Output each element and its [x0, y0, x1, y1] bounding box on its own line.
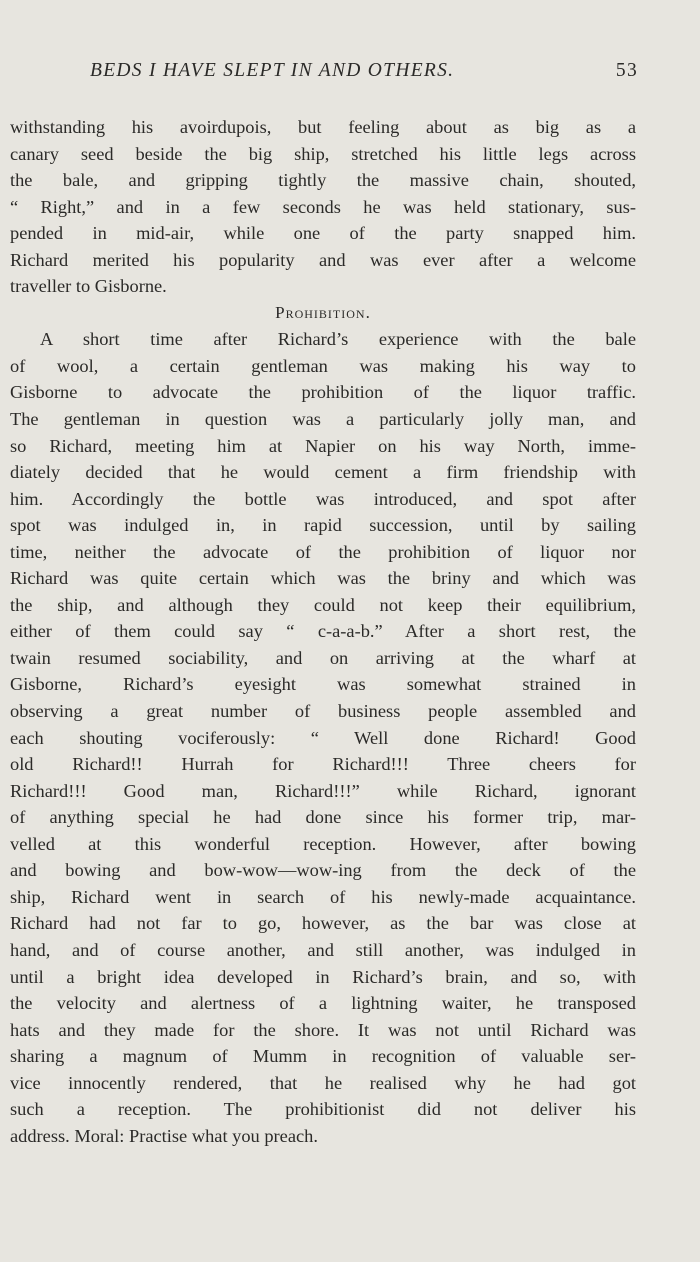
text-line: ship, Richard went in search of his newly-made acquaintance.	[10, 886, 636, 907]
text-line: hats and they made for the shore. It was not until Richard was	[10, 1019, 636, 1040]
text-line: Gisborne to advocate the prohibition of the liquor traffic.	[10, 382, 636, 403]
text-line: Richard merited his popularity and was ever after a welcome	[10, 249, 636, 270]
text-line: spot was indulged in, in rapid succession, until by sailing	[10, 515, 636, 536]
text-line: so Richard, meeting him at Napier on his way North, imme-	[10, 435, 636, 456]
text-line: hand, and of course another, and still another, was indulged in	[10, 939, 636, 960]
text-line: time, neither the advocate of the prohibition of liquor nor	[10, 541, 636, 562]
text-line: Richard!!! Good man, Richard!!!” while Richard, ignorant	[10, 780, 636, 801]
text-line: the ship, and although they could not keep their equilibrium,	[10, 594, 636, 615]
text-line: either of them could say “ c-a-a-b.” After a short rest, the	[10, 621, 636, 642]
text-line: vice innocently rendered, that he realised why he had got	[10, 1072, 636, 1093]
text-line: twain resumed sociability, and on arriving at the wharf at	[10, 647, 636, 668]
text-line: and bowing and bow-wow—wow-ing from the deck of the	[10, 860, 636, 881]
page-number: 53	[615, 60, 638, 81]
section-heading: Prohibition.	[275, 302, 371, 322]
body-text	[10, 114, 636, 1149]
text-line: the velocity and alertness of a lightning waiter, he transposed	[10, 993, 636, 1014]
text-line: observing a great number of business people assembled and	[10, 701, 636, 722]
running-head	[90, 60, 638, 88]
text-line: until a bright idea developed in Richard’s brain, and so, with	[10, 966, 636, 987]
text-line: “ Right,” and in a few seconds he was held stationary, sus-	[10, 196, 636, 217]
text-line: pended in mid-air, while one of the party snapped him.	[10, 223, 636, 244]
paragraph-continued	[10, 114, 636, 300]
text-line: withstanding his avoirdupois, but feeling about as big as a	[10, 117, 636, 137]
paragraph-prohibition	[10, 326, 636, 1149]
running-title: BEDS I HAVE SLEPT IN AND OTHERS.	[90, 60, 455, 81]
text-line: of anything special he had done since his former trip, mar-	[10, 807, 636, 828]
text-line: of wool, a certain gentleman was making his way to	[10, 355, 636, 376]
text-line: address. Moral: Practise what you preach.	[10, 1125, 318, 1146]
text-line: such a reception. The prohibitionist did not deliver his	[10, 1099, 636, 1120]
text-line: Gisborne, Richard’s eyesight was somewhat strained in	[10, 674, 636, 695]
text-line: diately decided that he would cement a firm friendship with	[10, 462, 636, 483]
text-line: A short time after Richard’s experience with the bale	[40, 329, 636, 350]
text-line: old Richard!! Hurrah for Richard!!! Three cheers for	[10, 754, 636, 775]
text-line: each shouting vociferously: “ Well done Richard! Good	[10, 727, 636, 748]
text-line: Richard had not far to go, however, as the bar was close at	[10, 913, 636, 934]
text-line: The gentleman in question was a particularly jolly man, and	[10, 409, 636, 430]
text-line: velled at this wonderful reception. However, after bowing	[10, 833, 636, 854]
text-line: traveller to Gisborne.	[10, 276, 167, 297]
text-line: the bale, and gripping tightly the massive chain, shouted,	[10, 170, 636, 191]
text-line: him. Accordingly the bottle was introduced, and spot after	[10, 488, 636, 509]
text-line: Richard was quite certain which was the briny and which was	[10, 568, 636, 589]
text-line: canary seed beside the big ship, stretched his little legs across	[10, 143, 636, 164]
text-line: sharing a magnum of Mumm in recognition of valuable ser-	[10, 1046, 636, 1067]
